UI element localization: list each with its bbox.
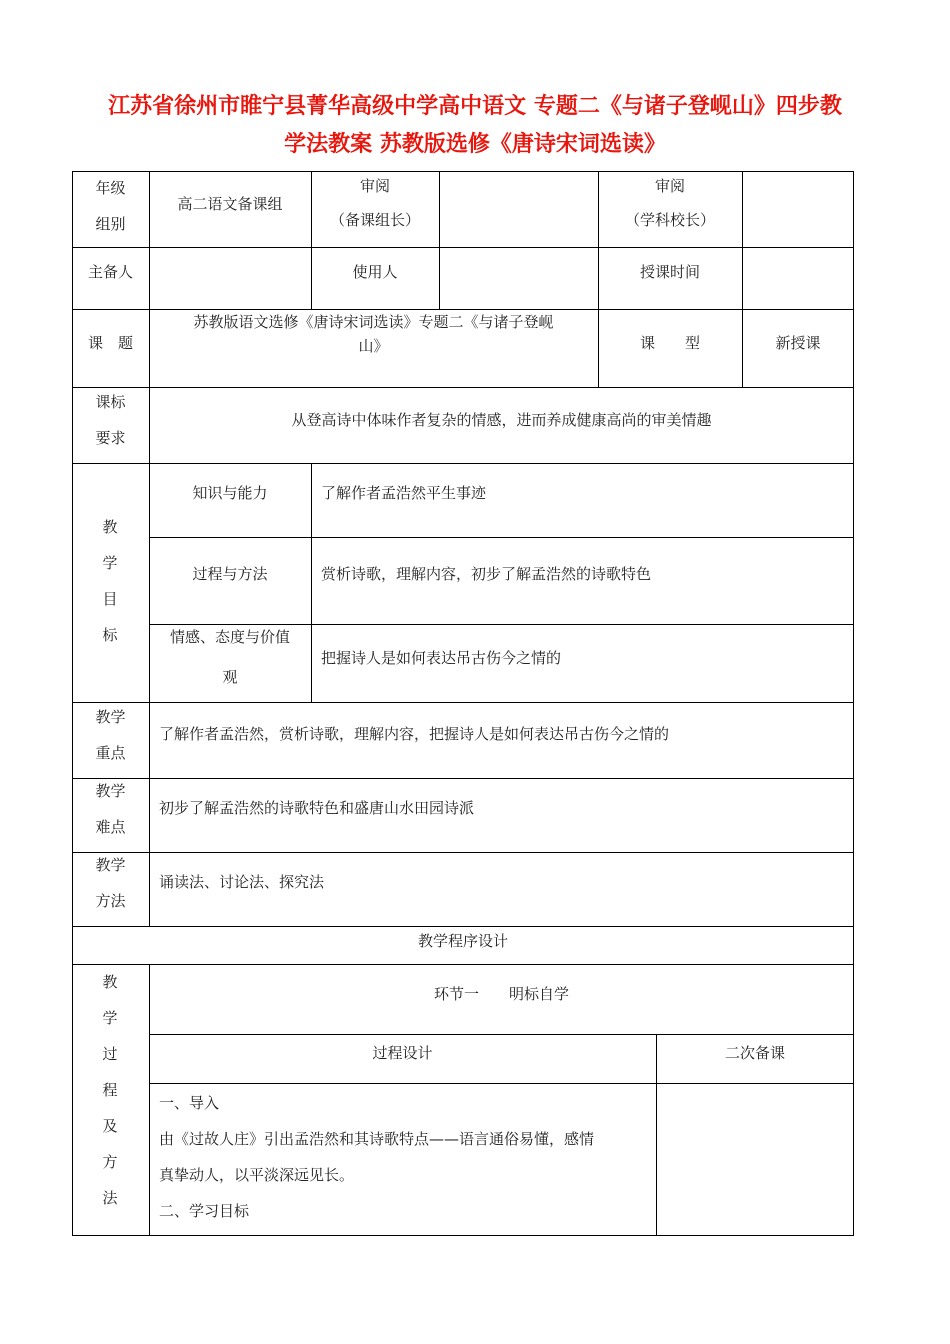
objective-process-value: 赏析诗歌，理解内容，初步了解孟浩然的诗歌特色 <box>321 565 652 583</box>
difficulty-label-line-2: 难点 <box>95 818 126 836</box>
objectives-label-char: 学 <box>102 554 118 572</box>
topic-value-line-1: 苏教版语文选修《唐诗宋词选读》专题二《与诸子登岘 <box>193 313 554 331</box>
document-title <box>80 88 870 164</box>
content-line: 一、导入 <box>159 1094 220 1112</box>
class-time-label: 授课时间 <box>639 263 700 281</box>
difficulty-label-line-1: 教学 <box>95 782 126 800</box>
review-subject-label <box>598 175 742 231</box>
method-label <box>72 854 149 912</box>
review-group-label-line-1: 审阅 <box>359 177 390 195</box>
grade-group-value: 高二语文备课组 <box>177 195 283 213</box>
objective-knowledge-value: 了解作者孟浩然平生事迹 <box>321 484 487 502</box>
lesson-type-value: 新授课 <box>775 334 821 352</box>
key-points-label-line-1: 教学 <box>95 708 126 726</box>
review-group-label-line-2: （备课组长） <box>329 211 420 229</box>
key-points-value: 了解作者孟浩然，赏析诗歌，理解内容，把握诗人是如何表达吊古伤今之情的 <box>159 725 670 743</box>
objectives-label-char: 目 <box>102 590 118 608</box>
process-label-char: 及 <box>102 1117 118 1135</box>
topic-label: 课 题 <box>87 334 133 352</box>
content-line: 二、学习目标 <box>159 1202 250 1220</box>
objective-emotion-label-line-1: 情感、态度与价值 <box>169 628 290 646</box>
process-content <box>159 1085 654 1229</box>
review-group-label <box>311 175 439 231</box>
objective-emotion-label <box>149 626 311 688</box>
objective-emotion-value: 把握诗人是如何表达吊古伤今之情的 <box>321 649 562 667</box>
user-label: 使用人 <box>352 263 398 281</box>
topic-value-line-2: 山》 <box>358 337 389 355</box>
process-label-char: 学 <box>102 1009 118 1027</box>
difficulty-label <box>72 780 149 838</box>
grade-group-label <box>72 177 149 235</box>
method-value: 诵读法、讨论法、探究法 <box>159 873 325 891</box>
objective-emotion-label-line-2: 观 <box>222 668 238 686</box>
method-label-line-1: 教学 <box>95 856 126 874</box>
method-label-line-2: 方法 <box>95 892 126 910</box>
process-label-char: 程 <box>102 1081 118 1099</box>
process-label-char: 教 <box>102 973 118 991</box>
topic-value <box>149 311 598 357</box>
objectives-label-char: 标 <box>102 626 118 644</box>
review-subject-label-line-2: （学科校长） <box>624 211 715 229</box>
program-design-header: 教学程序设计 <box>417 932 508 950</box>
key-points-label-line-2: 重点 <box>95 744 126 762</box>
process-design-header: 过程设计 <box>372 1044 433 1062</box>
key-points-label <box>72 706 149 764</box>
objectives-label-char: 教 <box>102 518 118 536</box>
document-title-line-1: 江苏省徐州市睢宁县菁华高级中学高中语文 专题二《与诸子登岘山》四步教 <box>108 94 842 119</box>
objective-knowledge-label: 知识与能力 <box>192 484 268 502</box>
difficulty-value: 初步了解孟浩然的诗歌特色和盛唐山水田园诗派 <box>159 799 475 817</box>
process-label-char: 方 <box>102 1153 118 1171</box>
process-label-char: 法 <box>102 1189 118 1207</box>
standard-label-line-1: 课标 <box>95 393 126 411</box>
lesson-type-label: 课 型 <box>639 334 700 352</box>
standard-value: 从登高诗中体味作者复杂的情感，进而养成健康高尚的审美情趣 <box>291 411 712 429</box>
grade-group-label-line-1: 年级 <box>95 179 126 197</box>
objective-process-label: 过程与方法 <box>192 565 268 583</box>
document-title-line-2: 学法教案 苏教版选修《唐诗宋词选读》 <box>284 132 666 157</box>
second-prep-header: 二次备课 <box>724 1044 785 1062</box>
main-preparer-label: 主备人 <box>87 263 133 281</box>
standard-label <box>72 391 149 449</box>
review-subject-label-line-1: 审阅 <box>654 177 685 195</box>
process-label <box>72 964 149 1236</box>
objectives-label <box>72 463 149 702</box>
standard-label-line-2: 要求 <box>95 429 126 447</box>
content-line: 由《过故人庄》引出孟浩然和其诗歌特点——语言通俗易懂，感情 <box>159 1130 595 1148</box>
lesson-plan-table <box>72 171 854 1236</box>
process-label-char: 过 <box>102 1045 118 1063</box>
grade-group-label-line-2: 组别 <box>95 215 126 233</box>
step-one-header: 环节一 明标自学 <box>433 985 569 1003</box>
content-line: 真挚动人，以平淡深远见长。 <box>159 1166 355 1184</box>
